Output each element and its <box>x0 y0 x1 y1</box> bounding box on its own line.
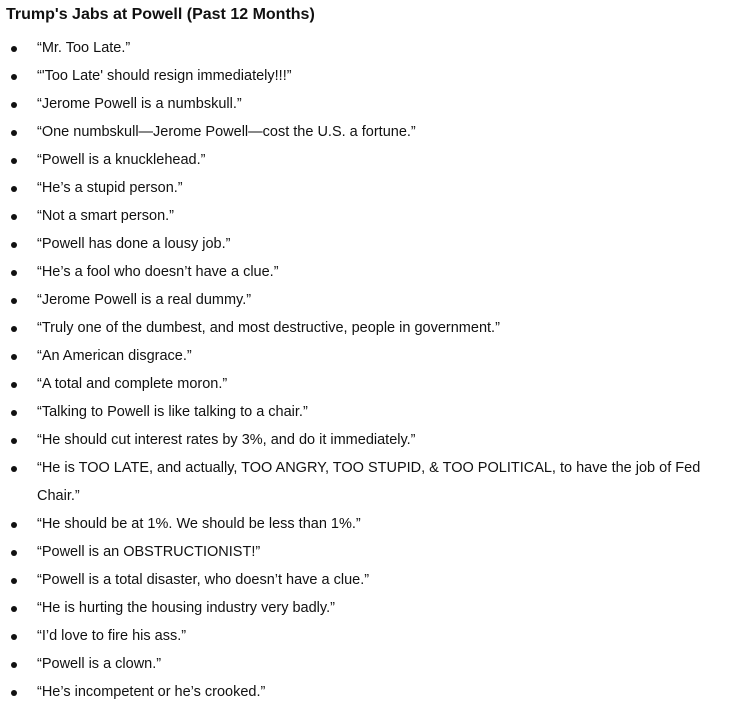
list-item-text: “Truly one of the dumbest, and most destructive, people in government.” <box>37 320 500 336</box>
bullet-icon <box>11 466 17 472</box>
list-item <box>6 34 740 62</box>
bullet-icon <box>11 74 17 80</box>
list-item-text: “Not a smart person.” <box>37 208 174 224</box>
list-item-text: “He is hurting the housing industry very badly.” <box>37 600 335 616</box>
bullet-icon <box>11 326 17 332</box>
list-item-text: “Jerome Powell is a real dummy.” <box>37 292 252 308</box>
bullet-icon <box>11 270 17 276</box>
list-item <box>6 650 740 678</box>
list-item-text: “He should be at 1%. We should be less than 1%.” <box>37 516 361 532</box>
quote-list <box>6 34 740 706</box>
list-item-text: “One numbskull—Jerome Powell—cost the U.S. a fortune.” <box>37 124 416 140</box>
bullet-icon <box>11 690 17 696</box>
list-item <box>6 90 740 118</box>
bullet-icon <box>11 410 17 416</box>
list-item <box>6 566 740 594</box>
list-item <box>6 314 740 342</box>
list-item-text: “Talking to Powell is like talking to a chair.” <box>37 404 308 420</box>
bullet-icon <box>11 158 17 164</box>
list-item <box>6 426 740 454</box>
list-item <box>6 174 740 202</box>
bullet-icon <box>11 634 17 640</box>
list-item <box>6 202 740 230</box>
list-item-text: “A total and complete moron.” <box>37 376 228 392</box>
list-item <box>6 622 740 650</box>
list-item-text: “An American disgrace.” <box>37 348 192 364</box>
list-item <box>6 146 740 174</box>
list-item <box>6 594 740 622</box>
list-item <box>6 342 740 370</box>
bullet-icon <box>11 550 17 556</box>
bullet-icon <box>11 186 17 192</box>
bullet-icon <box>11 214 17 220</box>
list-item <box>6 62 740 90</box>
list-item-text: “Powell is a total disaster, who doesn’t have a clue.” <box>37 572 370 588</box>
list-item-text: “He’s a fool who doesn’t have a clue.” <box>37 264 279 280</box>
bullet-icon <box>11 662 17 668</box>
document-title: Trump's Jabs at Powell (Past 12 Months) <box>6 6 315 23</box>
list-item <box>6 118 740 146</box>
list-item <box>6 230 740 258</box>
list-item-text: “'Too Late' should resign immediately!!!” <box>37 68 292 84</box>
list-item <box>6 398 740 426</box>
list-item <box>6 286 740 314</box>
bullet-icon <box>11 438 17 444</box>
list-item <box>6 370 740 398</box>
bullet-icon <box>11 522 17 528</box>
list-item-text: “Mr. Too Late.” <box>37 40 131 56</box>
list-item-text: “He’s incompetent or he’s crooked.” <box>37 684 266 700</box>
list-item-text: “I’d love to fire his ass.” <box>37 628 187 644</box>
list-item-text: “Powell has done a lousy job.” <box>37 236 231 252</box>
list-item-text: “Powell is a knucklehead.” <box>37 152 206 168</box>
list-item-text: “He is TOO LATE, and actually, TOO ANGRY, TOO STUPID, & TOO POLITICAL, to have the job of Fed Chair.” <box>37 460 701 504</box>
list-item <box>6 258 740 286</box>
bullet-icon <box>11 382 17 388</box>
bullet-icon <box>11 298 17 304</box>
list-item-text: “He should cut interest rates by 3%, and do it immediately.” <box>37 432 416 448</box>
list-item-text: “Powell is an OBSTRUCTIONIST!” <box>37 544 261 560</box>
bullet-icon <box>11 102 17 108</box>
list-item <box>6 538 740 566</box>
bullet-icon <box>11 46 17 52</box>
bullet-icon <box>11 578 17 584</box>
list-item-text: “Powell is a clown.” <box>37 656 162 672</box>
list-item <box>6 454 740 510</box>
list-item <box>6 510 740 538</box>
bullet-icon <box>11 354 17 360</box>
list-item-text: “Jerome Powell is a numbskull.” <box>37 96 242 112</box>
bullet-icon <box>11 242 17 248</box>
bullet-icon <box>11 606 17 612</box>
bullet-icon <box>11 130 17 136</box>
list-item-text: “He’s a stupid person.” <box>37 180 183 196</box>
